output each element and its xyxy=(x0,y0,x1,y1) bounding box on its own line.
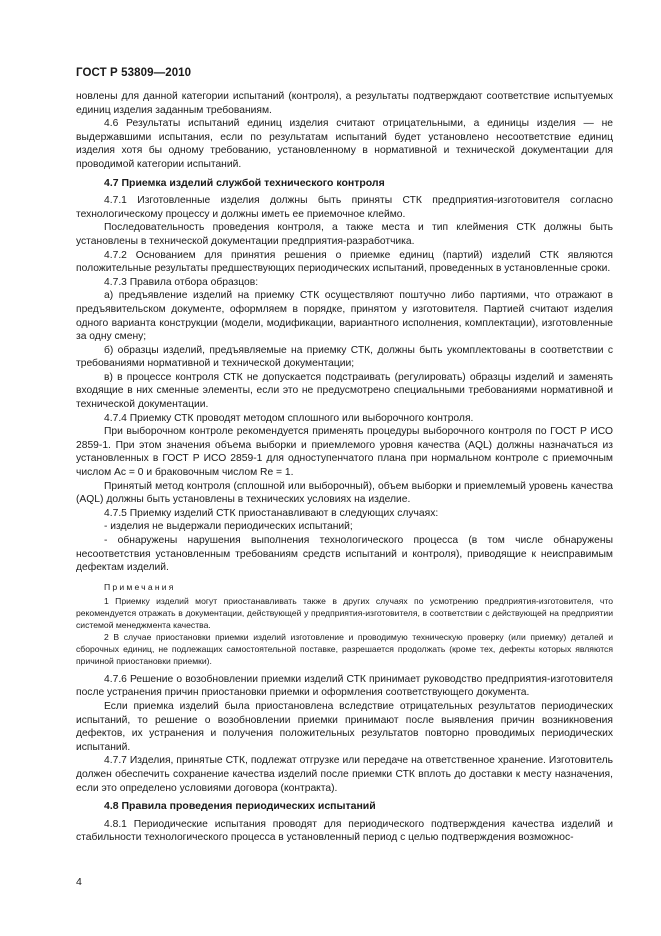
note-item: 2 В случае приостановки приемки изделий изготовление и проводимую техническую проверку (или приемку) деталей и сборочных единиц, не подлежащих самостоятельной поставке, разрешается продолжать (кроме тех, дефекты которых являются причиной приостановки приемки). xyxy=(76,631,613,666)
paragraph: 4.7.3 Правила отбора образцов: xyxy=(104,276,259,288)
list-item: - изделия не выдержали периодических испытаний; xyxy=(104,521,353,533)
list-item: - обнаружены нарушения выполнения технологического процесса (в том числе обнаружены несоответствия установленным требованиям средств испытаний и контроля), приводящие к неисправимым дефектам изделий. xyxy=(76,535,613,574)
document-body xyxy=(76,90,613,845)
notes-title: Примечания xyxy=(104,581,176,592)
paragraph: 4.7.4 Приемку СТК проводят методом сплошного или выборочного контроля. xyxy=(104,412,474,424)
list-item: а) предъявление изделий на приемку СТК осуществляют поштучно либо партиями, что отражают в предъявительском документе, оформляем в порядке, принятом у изготовителя. Партией считают изделия одного варианта конструкции (модели, модификации, вариантного исполнения, комплектации), изготовленные за одну смену; xyxy=(76,290,613,343)
list-item: б) образцы изделий, предъявляемые на приемку СТК, должны быть укомплектованы в соответствии с требованиями нормативной и технической документации; xyxy=(76,344,613,370)
section-heading-4-8: 4.8 Правила проведения периодических испытаний xyxy=(104,800,376,813)
paragraph: Последовательность проведения контроля, а также места и тип клеймения СТК должны быть установлены в технической документации предприятия-разработчика. xyxy=(76,222,613,247)
paragraph: новлены для данной категории испытаний (контроля), а результаты подтверждают соответствие испытуемых единиц изделия заданным требованиям. xyxy=(76,91,613,116)
standard-header: ГОСТ Р 53809—2010 xyxy=(76,67,192,79)
note-item: 1 Приемку изделий могут приостанавливать также в других случаях по усмотрению предприятия-изготовителя, что рекомендуется отражать в документации, действующей у предприятия-изготовителя, в соответствии с действующей на предприятии системой менеджмента качества. xyxy=(76,595,613,630)
section-heading-4-7: 4.7 Приемка изделий службой технического контроля xyxy=(104,176,385,189)
paragraph: 4.7.1 Изготовленные изделия должны быть приняты СТК предприятия-изготовителя согласно технологическому процессу и должны иметь ее приемочное клеймо. xyxy=(76,195,613,220)
page-number: 4 xyxy=(76,876,82,888)
paragraph: 4.8.1 Периодические испытания проводят для периодического подтверждения качества изделий и стабильности технологического процесса в установленный период с целью подтверждения возможнос- xyxy=(76,818,613,844)
notes-block xyxy=(76,581,613,667)
paragraph: 4.7.2 Основанием для принятия решения о приемке единиц (партий) изделий СТК являются положительные результаты предшествующих периодических испытаний, проведенных в установленные сроки. xyxy=(76,249,613,275)
paragraph: 4.7.7 Изделия, принятые СТК, подлежат отгрузке или передаче на ответственное хранение. Изготовитель должен обеспечить сохранение качества изделий после приемки СТК вплоть до доставки к месту назначения, если это определено условиями договора (контракта). xyxy=(76,755,613,794)
paragraph: Если приемка изделий была приостановлена вследствие отрицательных результатов периодических испытаний, то решение о возобновлении приемки принимают после выявления причин возникновения дефектов, их устранения и получения положительных результатов повторно проводимых периодических испытаний. xyxy=(76,700,613,753)
paragraph: При выборочном контроле рекомендуется применять процедуры выборочного контроля по ГОСТ Р ИСО 2859-1. При этом значения объема выборки и приемлемого уровня качества (AQL) должны назначаться из установленных в ГОСТ Р ИСО 2859-1 для одноступенчатого плана при нормальном контроле с приемочным числом Ас = 0 и браковочным числом Re = 1. xyxy=(76,426,613,479)
paragraph: Принятый метод контроля (сплошной или выборочный), объем выборки и приемлемый уровень качества (AQL) должны быть установлены в технических условиях на изделие. xyxy=(76,480,613,506)
paragraph: 4.7.6 Решение о возобновлении приемки изделий СТК принимает руководство предприятия-изготовителя после устранения причин приостановки приемки и оформления соответствующего документа. xyxy=(76,673,613,699)
paragraph: 4.6 Результаты испытаний единиц изделия считают отрицательными, а единицы изделия — не выдержавшими испытания, если по результатам испытаний будет установлено несоответствие единиц изделия хотя бы одному требованию, установленному в нормативной и технической документации для проводимой категории испытаний. xyxy=(76,118,613,170)
list-item: в) в процессе контроля СТК не допускается подстраивать (регулировать) образцы изделий и заменять входящие в них сменные элементы, если это не предусмотрено специальными требованиями нормативной и технической документации. xyxy=(76,371,613,411)
paragraph: 4.7.5 Приемку изделий СТК приостанавливают в следующих случаях: xyxy=(104,507,439,519)
